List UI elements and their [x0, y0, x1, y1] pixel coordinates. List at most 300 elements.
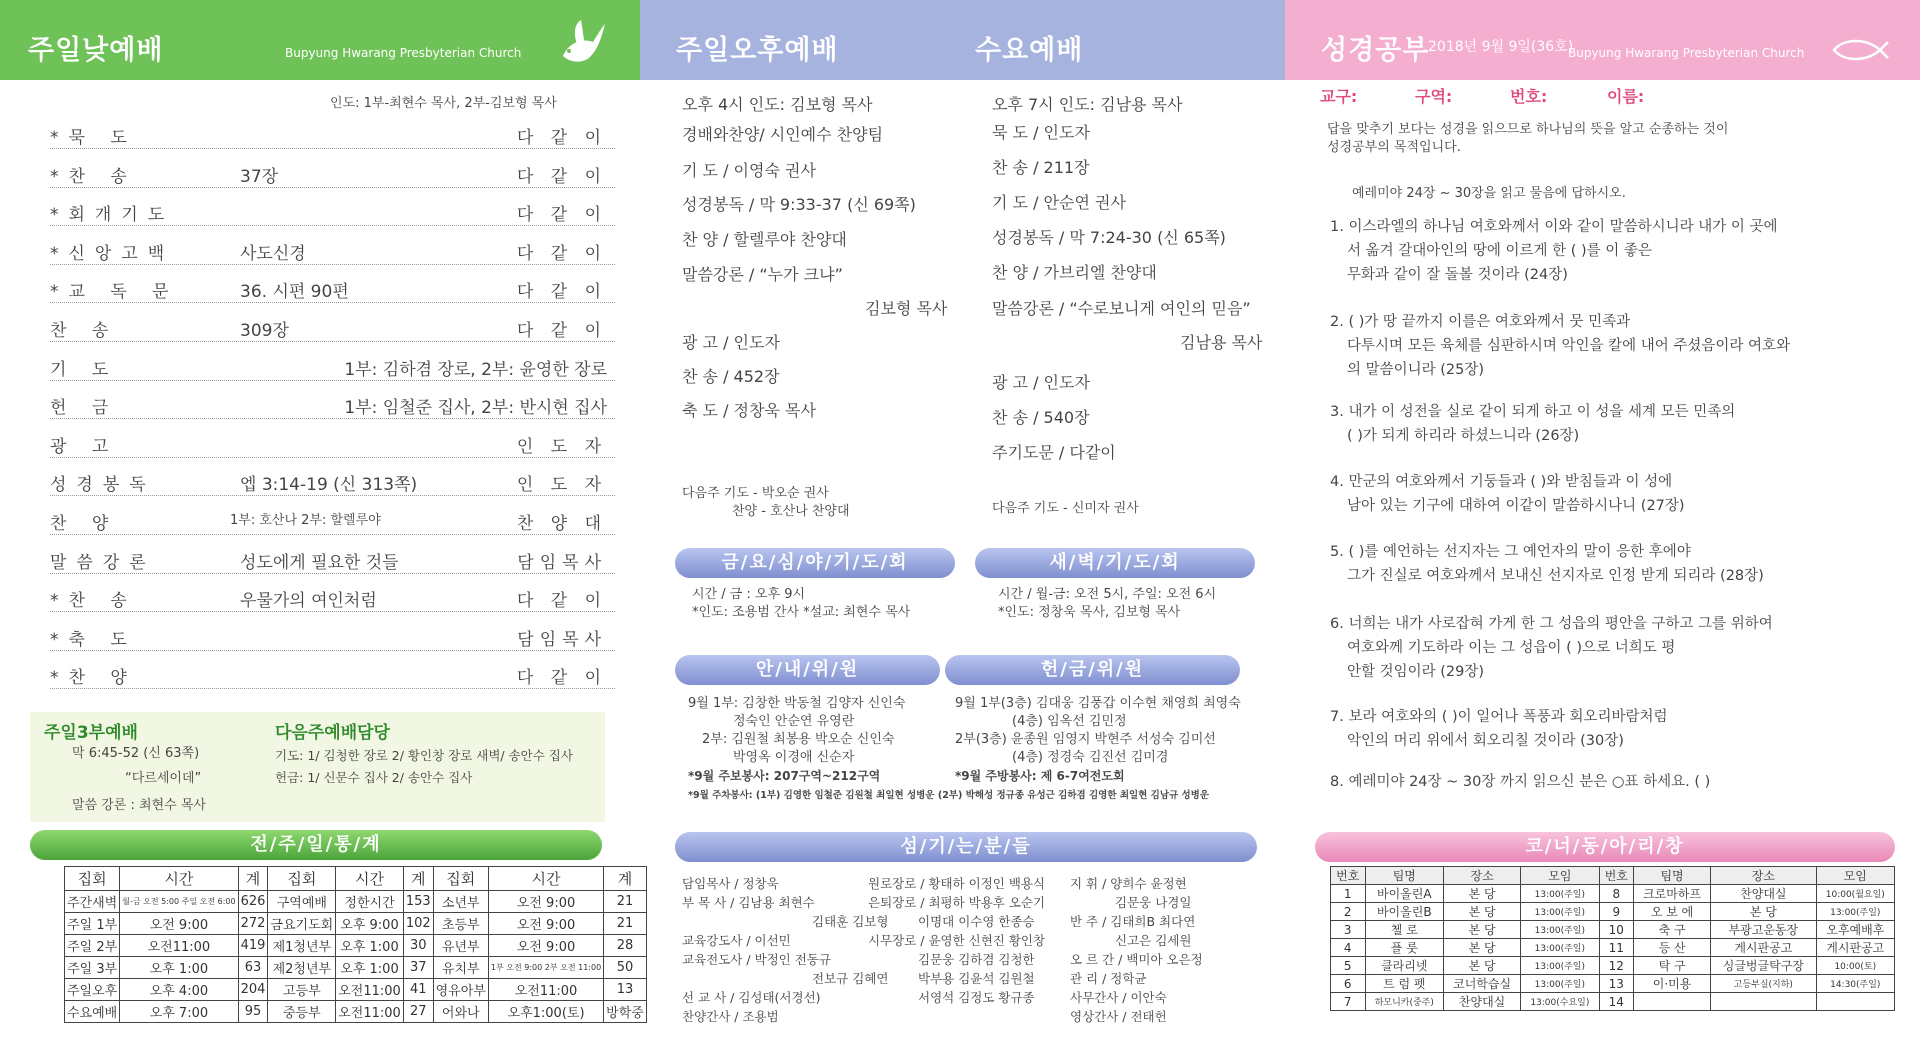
order-row: [50, 233, 615, 265]
club-cell: 플 룻: [1365, 939, 1444, 957]
pm-item: 기 도 / 이영숙 권사: [682, 161, 816, 180]
order-row: [50, 387, 615, 419]
stats-row: [65, 913, 647, 935]
stats-cell: 1부 오전 9:00 2부 오전 11:00: [488, 957, 603, 979]
fish-icon: [1830, 36, 1890, 64]
stats-cell: 오후 1:00: [336, 957, 404, 979]
order-label: *묵 도: [50, 128, 137, 148]
stats-cell: 오전11:00: [488, 979, 603, 1001]
order-row: [50, 349, 615, 381]
order-label: 찬 송: [50, 321, 119, 341]
staff-line: 부 목 사 / 김남용 최현수: [682, 895, 815, 910]
wednesday-title: 수요예배: [975, 35, 1084, 66]
club-cell: 13:00(수요일): [1521, 993, 1599, 1011]
afternoon-wednesday-column: [640, 0, 1285, 1061]
order-row: [50, 464, 615, 496]
stats-header-cell: 시간: [488, 867, 603, 891]
club-cell: 10:00(토): [1816, 957, 1894, 975]
third-service-box: [30, 712, 605, 822]
stats-cell: 주일 3부: [65, 957, 120, 979]
stats-cell: 오전11:00: [120, 935, 238, 957]
club-cell: 본 당: [1444, 939, 1521, 957]
wed-item: 찬 양 / 가브리엘 찬양대: [992, 263, 1157, 282]
club-cell: 고등부실(지하): [1711, 975, 1816, 993]
field-district: 교구:: [1320, 87, 1358, 106]
pm-item: 찬 송 / 452장: [682, 367, 780, 386]
question-line: 남아 있는 기구에 대하여 이같이 말씀하시나니 (27장): [1347, 498, 1685, 514]
afternoon-header: [640, 0, 1285, 80]
stats-header-cell: 집회: [433, 867, 488, 891]
club-cell: 13:00(주일): [1521, 921, 1599, 939]
club-cell: 13:00(주일): [1816, 903, 1894, 921]
staff-line: 김문웅 나경일: [1115, 895, 1192, 910]
club-cell: 2: [1331, 903, 1366, 921]
staff-line: 이명대 이수영 한종승: [918, 914, 1035, 929]
club-cell: 오 보 에: [1634, 903, 1711, 921]
order-label: 성경봉독: [50, 475, 156, 496]
club-row: [1331, 993, 1895, 1011]
staff-line: 찬양간사 / 조용범: [682, 1009, 779, 1024]
question-line: 5. ( )를 예언하는 선지자는 그 예언자의 말이 응한 후에야: [1330, 544, 1691, 560]
club-row: [1331, 939, 1895, 957]
order-label: *교 독 문: [50, 282, 179, 303]
club-header-cell: 모임: [1816, 867, 1894, 885]
order-label: 광 고: [50, 436, 119, 457]
club-cell: 코너학습실: [1444, 975, 1521, 993]
question-line: 여호와께 기도하라 이는 그 성읍이 ( )으로 너희도 평: [1347, 640, 1676, 656]
stats-cell: 주간새벽: [65, 891, 120, 913]
stats-cell: 어와나: [433, 1001, 488, 1023]
next-week-title: 다음주예배담당: [275, 723, 390, 743]
club-cell: 8: [1599, 885, 1634, 903]
stats-header-cell: 시간: [120, 867, 238, 891]
stats-row: [65, 1001, 647, 1023]
club-cell: 하모니카(중주): [1365, 993, 1444, 1011]
order-leader: 다 같 이: [516, 321, 607, 341]
kitchen-service: *9월 주방봉사: 제 6-7여전도회: [955, 769, 1125, 783]
friday-prayer-title: 금/요/심/야/기/도/회: [675, 548, 955, 578]
stats-cell: 27: [403, 1001, 433, 1023]
third-service-scripture: 막 6:45-52 (신 63쪽): [72, 746, 200, 761]
stats-cell: 13: [604, 979, 647, 1001]
stats-cell: 21: [604, 891, 647, 913]
order-label: *회개기도: [50, 205, 175, 226]
stats-cell: 오전11:00: [336, 1001, 404, 1023]
club-cell: 본 당: [1444, 885, 1521, 903]
friday-time: 시간 / 금 : 오후 9시: [692, 587, 806, 602]
order-leader: 다 같 이: [516, 166, 607, 187]
stats-title: 전/주/일/통/계: [30, 830, 602, 860]
pm-next-praise: 찬양 - 호산나 찬양대: [732, 504, 850, 519]
order-row: [50, 657, 615, 689]
club-cell: 9: [1599, 903, 1634, 921]
club-cell: 트 럼 펫: [1365, 975, 1444, 993]
order-row: [50, 580, 615, 612]
stats-row: [65, 891, 647, 913]
stats-header-row: [65, 867, 647, 891]
pm-next-prayer: 다음주 기도 - 박오순 권사: [682, 486, 829, 501]
stats-cell: 30: [403, 935, 433, 957]
stats-cell: 오후 9:00: [336, 913, 404, 935]
order-label: *신앙고백: [50, 243, 175, 264]
church-name: Bupyung Hwarang Presbyterian Church: [285, 46, 522, 60]
club-row: [1331, 957, 1895, 975]
question-line: 무화과 같이 잘 돌볼 것이라 (24장): [1347, 267, 1568, 283]
guide-line: 정숙인 안순연 유영란: [733, 714, 855, 729]
club-cell: 3: [1331, 921, 1366, 939]
wed-next-prayer: 다음주 기도 - 신미자 권사: [992, 501, 1139, 516]
club-cell: 13:00(주일): [1521, 957, 1599, 975]
order-item: 우물가의 여인처럼: [240, 591, 377, 612]
club-cell: 첼 로: [1365, 921, 1444, 939]
dawn-prayer-title: 새/벽/기/도/회: [975, 548, 1255, 578]
club-header-cell: 번호: [1331, 867, 1366, 885]
club-cell: 등 산: [1634, 939, 1711, 957]
staff-line: 김문웅 김하겸 김청한: [918, 952, 1035, 967]
wed-item: 말씀강론 / “수로보니게 여인의 믿음”: [992, 299, 1251, 318]
club-cell: 싱글벙글탁구장: [1711, 957, 1816, 975]
club-cell: 오후예배후: [1816, 921, 1894, 939]
question-line: 서 옮겨 갈대아인의 땅에 이르게 한 ( )를 이 좋은: [1347, 243, 1652, 259]
order-row: [50, 310, 615, 342]
pm-item: 오후 4시 인도: 김보형 목사: [682, 95, 873, 114]
attendance-stats-table: [64, 866, 647, 1023]
sunday-leaders: 인도: 1부-최현수 목사, 2부-김보형 목사: [330, 96, 557, 111]
club-cell: 이·미용: [1634, 975, 1711, 993]
wed-item: 찬 송 / 211장: [992, 158, 1090, 177]
pm-item: 성경봉독 / 막 9:33-37 (신 69쪽): [682, 195, 916, 214]
stats-cell: 오전 9:00: [488, 913, 603, 935]
staff-line: 전보규 김혜연: [812, 971, 889, 986]
club-cell: 10: [1599, 921, 1634, 939]
club-title: 코/너/동/아/리/창: [1315, 832, 1895, 862]
staff-line: 신고은 김세원: [1115, 933, 1192, 948]
question-line: 8. 예레미야 24장 ~ 30장 까지 읽으신 분은 ○표 하세요. ( ): [1330, 774, 1711, 790]
club-cell: 4: [1331, 939, 1366, 957]
staff-line: 반 주 / 김태희B 최다연: [1070, 914, 1196, 929]
order-leader: 담임목사: [517, 552, 607, 573]
stats-cell: 유치부: [433, 957, 488, 979]
staff-line: 박부용 김윤석 김원철: [918, 971, 1035, 986]
stats-cell: 오후 4:00: [120, 979, 238, 1001]
staff-line: 교육강도사 / 이선민: [682, 933, 791, 948]
stats-cell: 오후1:00(토): [488, 1001, 603, 1023]
club-cell: 13:00(주일): [1521, 903, 1599, 921]
club-cell: 바이올린B: [1365, 903, 1444, 921]
club-cell: 찬양대실: [1711, 885, 1816, 903]
offer-line: (4층) 정경숙 김진선 김미경: [1012, 750, 1169, 765]
question-line: 악인의 머리 위에서 회오리칠 것이라 (30장): [1347, 733, 1624, 749]
club-header-cell: 팀명: [1634, 867, 1711, 885]
stats-row: [65, 979, 647, 1001]
staff-line: 원로장로 / 황태하 이정인 백용식: [868, 876, 1046, 891]
stats-header-cell: 집회: [268, 867, 336, 891]
order-item: 엡 3:14-19 (신 313쪽): [240, 475, 418, 496]
bible-study-column: [1285, 0, 1920, 1061]
club-header-row: [1331, 867, 1895, 885]
stats-cell: 금요기도회: [268, 913, 336, 935]
bible-study-title: 성경공부: [1321, 35, 1430, 66]
staff-line: 담임목사 / 정창욱: [682, 876, 779, 891]
staff-line: 은퇴장로 / 최평하 박용후 오순기: [868, 895, 1046, 910]
club-cell: [1711, 993, 1816, 1011]
bulletin-service: *9월 주보봉사: 207구역~212구역: [688, 769, 881, 783]
club-cell: 축 구: [1634, 921, 1711, 939]
stats-cell: 영유아부: [433, 979, 488, 1001]
stats-cell: 오전 9:00: [120, 913, 238, 935]
order-leader: 다 같 이: [516, 243, 607, 264]
stats-cell: 구역예배: [268, 891, 336, 913]
wed-item: 찬 송 / 540장: [992, 408, 1090, 427]
club-cell: 13:00(주일): [1521, 939, 1599, 957]
third-service-sermon: “다르세이데”: [125, 771, 202, 786]
order-leader: 1부: 임철준 집사, 2부: 반시현 집사: [344, 398, 607, 419]
club-row: [1331, 975, 1895, 993]
club-cell: 본 당: [1444, 903, 1521, 921]
order-leader: 1부: 김하겸 장로, 2부: 윤영한 장로: [344, 359, 607, 380]
third-service-title: 주일3부예배: [44, 723, 138, 743]
stats-row: [65, 935, 647, 957]
order-row: [50, 542, 615, 574]
wed-item: 성경봉독 / 막 7:24-30 (신 65쪽): [992, 228, 1226, 247]
question-line: 3. 내가 이 성전을 실로 같이 되게 하고 이 성을 세계 모든 민족의: [1330, 404, 1736, 420]
club-cell: 크로마하프: [1634, 885, 1711, 903]
wed-item: 오후 7시 인도: 김남용 목사: [992, 95, 1183, 114]
offer-line: (4층) 임옥선 김민정: [1012, 714, 1127, 729]
order-leader: 인 도 자: [516, 475, 607, 496]
stats-cell: 272: [238, 913, 268, 935]
club-cell: 11: [1599, 939, 1634, 957]
stats-cell: 50: [604, 957, 647, 979]
pm-item: 광 고 / 인도자: [682, 333, 780, 352]
question-line: 2. ( )가 땅 끝까지 이를은 여호와께서 뭇 민족과: [1330, 314, 1631, 330]
order-row: [50, 194, 615, 226]
staff-line: 사무간사 / 이안숙: [1070, 990, 1167, 1005]
stats-cell: 95: [238, 1001, 268, 1023]
offering-committee-title: 헌/금/위/원: [945, 655, 1240, 685]
question-line: 7. 보라 여호와의 ( )이 일어나 폭풍과 회오리바람처럼: [1330, 709, 1668, 725]
club-row: [1331, 885, 1895, 903]
staff-line: 선 교 사 / 김성태(서경선): [682, 990, 821, 1005]
club-header-cell: 팀명: [1365, 867, 1444, 885]
order-label: *축 도: [50, 629, 137, 650]
dawn-time: 시간 / 월-금: 오전 5시, 주일: 오전 6시: [998, 587, 1217, 602]
club-cell: 탁 구: [1634, 957, 1711, 975]
club-cell: 5: [1331, 957, 1366, 975]
staff-line: 영상간사 / 전태헌: [1070, 1009, 1167, 1024]
study-intro-2: 성경공부의 목적입니다.: [1327, 140, 1461, 155]
stats-row: [65, 957, 647, 979]
order-leader: 다 같 이: [516, 591, 607, 612]
third-service-preacher: 말씀 강론 : 최현수 목사: [72, 798, 206, 813]
stats-header-cell: 계: [238, 867, 268, 891]
stats-cell: 제2청년부: [268, 957, 336, 979]
wed-item: 김남용 목사: [1180, 333, 1263, 352]
club-header-cell: 장소: [1711, 867, 1816, 885]
dawn-leaders: *인도: 정창욱 목사, 김보형 목사: [998, 605, 1181, 620]
order-leader: 다 같 이: [516, 282, 607, 303]
staff-line: 지 휘 / 양희수 윤정현: [1070, 876, 1187, 891]
club-cell: 찬양대실: [1444, 993, 1521, 1011]
offer-line: 9월 1부(3층) 김대웅 김풍갑 이수현 채영희 최영숙: [955, 696, 1241, 711]
club-cell: 14: [1599, 993, 1634, 1011]
club-cell: [1816, 993, 1894, 1011]
stats-cell: 오전 9:00: [488, 891, 603, 913]
club-header-cell: 번호: [1599, 867, 1634, 885]
wed-item: 기 도 / 안순연 권사: [992, 193, 1126, 212]
order-row: [50, 117, 615, 149]
club-cell: [1634, 993, 1711, 1011]
order-item: 성도에게 필요한 것들: [240, 552, 399, 573]
order-leader: 다 같 이: [516, 668, 607, 689]
club-cell: 본 당: [1711, 903, 1816, 921]
stats-cell: 중등부: [268, 1001, 336, 1023]
field-name: 이름:: [1607, 87, 1645, 106]
pm-item: 경배와찬양/ 시인예수 찬양팀: [682, 125, 884, 144]
stats-cell: 소년부: [433, 891, 488, 913]
study-task: 예레미야 24장 ~ 30장을 읽고 물음에 답하시오.: [1352, 186, 1626, 201]
stats-cell: 유년부: [433, 935, 488, 957]
club-cell: 6: [1331, 975, 1366, 993]
club-cell: 본 당: [1444, 921, 1521, 939]
church-name-2: Bupyung Hwarang Presbyterian Church: [1568, 46, 1805, 60]
order-label: *찬 송: [50, 591, 137, 612]
order-row: [50, 426, 615, 458]
field-section: 구역:: [1415, 87, 1453, 106]
order-label: 기 도: [50, 359, 119, 380]
stats-cell: 204: [238, 979, 268, 1001]
order-label: 헌 금: [50, 398, 119, 419]
stats-cell: 오후 1:00: [120, 957, 238, 979]
order-item: 309장: [240, 321, 289, 341]
issue-date: 2018년 9월 9일(36호): [1428, 39, 1574, 55]
question-line: 4. 만군의 여호와께서 기둥들과 ( )와 받침들과 이 성에: [1330, 474, 1673, 490]
stats-cell: 수요예배: [65, 1001, 120, 1023]
club-cell: 바이올린A: [1365, 885, 1444, 903]
club-cell: 7: [1331, 993, 1366, 1011]
stats-cell: 방학중: [604, 1001, 647, 1023]
club-cell: 13: [1599, 975, 1634, 993]
staff-line: 오 르 간 / 백미아 오은정: [1070, 952, 1203, 967]
bible-study-header: [1285, 0, 1920, 80]
stats-cell: 153: [403, 891, 433, 913]
order-leader: 다 같 이: [516, 128, 607, 148]
club-row: [1331, 903, 1895, 921]
next-week-offering: 헌금: 1/ 신문수 집사 2/ 송안수 집사: [275, 770, 473, 785]
stats-cell: 주일오후: [65, 979, 120, 1001]
parking-service: *9월 주차봉사: (1부) 김영한 임철준 김원철 최일현 성병운 (2부) 박해성 정규종 유성근 김하겸 김영한 최일현 김남규 성병운: [688, 790, 1210, 801]
order-item: 1부: 호산나 2부: 할렐루야: [230, 513, 381, 528]
stats-cell: 월-금 오전 5:00 주일 오전 6:00: [120, 891, 238, 913]
stats-header-cell: 시간: [336, 867, 404, 891]
stats-cell: 63: [238, 957, 268, 979]
question-line: ( )가 되게 하리라 하셨느니라 (26장): [1347, 428, 1580, 444]
order-leader: 인 도 자: [516, 436, 607, 457]
question-line: 안할 것임이라 (29장): [1347, 664, 1485, 680]
order-label: *찬 양: [50, 668, 137, 689]
club-header-cell: 모임: [1521, 867, 1599, 885]
wed-item: 주기도문 / 다같이: [992, 443, 1116, 462]
wed-item: 묵 도 / 인도자: [992, 123, 1090, 142]
staff-line: 서영석 김정도 황규종: [918, 990, 1035, 1005]
wed-item: 광 고 / 인도자: [992, 373, 1090, 392]
stats-cell: 41: [403, 979, 433, 1001]
stats-cell: 오전 9:00: [488, 935, 603, 957]
friday-leaders: *인도: 조용범 간사 *설교: 최현수 목사: [692, 605, 911, 620]
stats-cell: 제1청년부: [268, 935, 336, 957]
club-cell: 14:30(주일): [1816, 975, 1894, 993]
club-cell: 10:00(월요일): [1816, 885, 1894, 903]
order-label: 찬 양: [50, 514, 119, 534]
guide-line: 2부: 김원철 최봉용 박오순 신인숙: [702, 732, 895, 747]
field-number: 번호:: [1510, 87, 1548, 106]
stats-cell: 주일 1부: [65, 913, 120, 935]
staff-title: 섬/기/는/분/들: [675, 832, 1257, 862]
club-cell: 부광고운동장: [1711, 921, 1816, 939]
stats-cell: 28: [604, 935, 647, 957]
stats-cell: 오후 7:00: [120, 1001, 238, 1023]
staff-line: 교육전도사 / 박정인 전동규: [682, 952, 831, 967]
staff-line: 관 리 / 정학균: [1070, 971, 1147, 986]
question-line: 그가 진실로 여호와께서 보내신 선지자로 인정 받게 되리라 (28장): [1347, 568, 1764, 584]
pm-item: 축 도 / 정창욱 목사: [682, 401, 816, 420]
order-row: [50, 619, 615, 651]
guide-line: 9월 1부: 김창한 박동철 김양자 신인숙: [688, 696, 906, 711]
order-item: 37장: [240, 166, 279, 187]
study-intro-1: 답을 맞추기 보다는 성경을 읽으므로 하나님의 뜻을 알고 순종하는 것이: [1327, 122, 1729, 137]
stats-cell: 초등부: [433, 913, 488, 935]
question-line: 의 말씀이니라 (25장): [1347, 362, 1485, 378]
dove-icon: [555, 18, 607, 68]
next-week-prayer: 기도: 1/ 김청한 장로 2/ 황인창 장로 새벽/ 송안수 집사: [275, 748, 573, 763]
club-cell: 13:00(주일): [1521, 975, 1599, 993]
club-cell: 게시판공고: [1816, 939, 1894, 957]
order-row: [50, 156, 615, 188]
guide-line: 박영옥 이경애 신순자: [733, 750, 855, 765]
offer-line: 2부(3층) 윤종원 임영지 박현주 서성숙 김미선: [955, 732, 1216, 747]
guide-committee-title: 안/내/위/원: [675, 655, 940, 685]
stats-cell: 102: [403, 913, 433, 935]
order-row: [50, 503, 615, 535]
order-label: *찬 송: [50, 166, 137, 187]
pm-item: 찬 양 / 할렐루야 찬양대: [682, 230, 847, 249]
order-row: [50, 271, 615, 303]
pm-item: 김보형 목사: [865, 299, 948, 318]
order-leader: 다 같 이: [516, 205, 607, 226]
staff-line: 시무장로 / 윤영한 신현진 황인창: [868, 933, 1046, 948]
club-cell: 13:00(주일): [1521, 885, 1599, 903]
question-line: 6. 너희는 내가 사로잡혀 가게 한 그 성읍의 평안을 구하고 그를 위하여: [1330, 616, 1773, 632]
stats-cell: 21: [604, 913, 647, 935]
pm-item: 말씀강론 / “누가 크냐”: [682, 265, 843, 284]
stats-header-cell: 계: [403, 867, 433, 891]
stats-header-cell: 계: [604, 867, 647, 891]
stats-cell: 419: [238, 935, 268, 957]
afternoon-title: 주일오후예배: [676, 35, 839, 66]
stats-header-cell: 집회: [65, 867, 120, 891]
club-cell: 1: [1331, 885, 1366, 903]
club-cell: 12: [1599, 957, 1634, 975]
club-cell: 클라리넷: [1365, 957, 1444, 975]
question-line: 다투시며 모든 육체를 심판하시며 악인을 칼에 내어 주셨음이라 여호와: [1347, 338, 1791, 354]
order-item: 사도신경: [240, 243, 306, 264]
staff-line: 김태훈 김보형: [812, 914, 889, 929]
club-header-cell: 장소: [1444, 867, 1521, 885]
order-leader: 찬 양 대: [516, 514, 607, 534]
sunday-worship-column: [0, 0, 644, 1061]
stats-cell: 주일 2부: [65, 935, 120, 957]
stats-cell: 오전11:00: [336, 979, 404, 1001]
